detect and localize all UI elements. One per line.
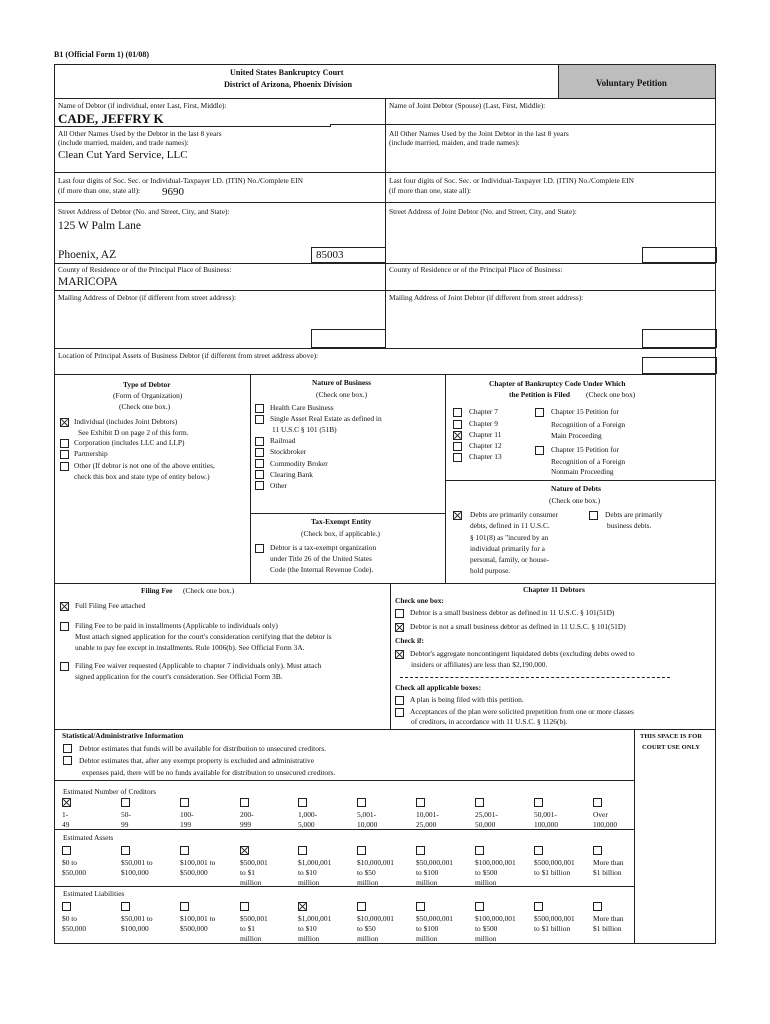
statistical-title: Statistical/Administrative Information: [62, 731, 184, 740]
assets-checkbox-8[interactable]: [475, 846, 484, 855]
chapter-15-nonmain-label-3: Nonmain Proceeding: [551, 467, 614, 476]
liabilities-option-2-l1: $50,001 to: [121, 914, 153, 923]
creditors-option-10-l2: 100,000: [593, 820, 618, 829]
chapter-7-label: Chapter 7: [469, 407, 498, 416]
debtor-city[interactable]: Phoenix, AZ: [58, 249, 117, 261]
chapter-title-1: Chapter of Bankruptcy Code Under Which: [489, 379, 626, 388]
assets-checkbox-5[interactable]: [298, 846, 307, 855]
clearing-bank-label: Clearing Bank: [270, 470, 313, 479]
full-fee-label: Full Filing Fee attached: [75, 601, 146, 610]
consumer-debts-checkbox[interactable]: [453, 511, 462, 520]
liabilities-checkbox-9[interactable]: [534, 902, 543, 911]
no-funds-line1: Debtor estimates that, after any exempt property is excluded and administrative: [79, 756, 314, 765]
liabilities-checkbox-8[interactable]: [475, 902, 484, 911]
chapter-title-2b: (Check one box): [586, 390, 636, 399]
nature-debts-sub: (Check one box.): [549, 496, 601, 505]
assets-option-2-l2: $100,000: [121, 868, 149, 877]
creditors-option-1-l1: 1-: [62, 810, 69, 819]
not-small-business-checkbox[interactable]: [395, 623, 404, 632]
joint-other-names-label-2: (include married, maiden, and trade names):: [389, 138, 520, 147]
assets-option-6-l1: $10,000,001: [357, 858, 394, 867]
creditors-checkbox-7[interactable]: [416, 798, 425, 807]
railroad-label: Railroad: [270, 436, 296, 445]
liabilities-option-5-l3: million: [298, 934, 320, 943]
liabilities-option-7-l3: million: [416, 934, 438, 943]
liabilities-checkbox-3[interactable]: [180, 902, 189, 911]
ch11-debtors-title: Chapter 11 Debtors: [523, 585, 585, 594]
consumer-debts-line4: individual primarily for a: [470, 544, 545, 553]
type-of-debtor-title: Type of Debtor: [123, 380, 171, 389]
assets-option-8-l2: to $500: [475, 868, 498, 877]
no-funds-line2: expenses paid, there will be no funds available for distribution to unsecured creditors.: [82, 768, 336, 777]
consumer-debts-line5: personal, family, or house-: [470, 555, 549, 564]
liabilities-option-1-l1: $0 to: [62, 914, 77, 923]
creditors-title: Estimated Number of Creditors: [63, 787, 156, 796]
fee-waiver-checkbox[interactable]: [60, 662, 69, 671]
small-business-checkbox[interactable]: [395, 609, 404, 618]
acceptances-line2: of creditors, in accordance with 11 U.S.C. § 1126(b).: [411, 717, 568, 726]
county-label: County of Residence or of the Principal Place of Business:: [58, 265, 232, 274]
commodity-label: Commodity Broker: [270, 459, 328, 468]
debtor-name[interactable]: CADE, JEFFRY K: [58, 111, 164, 126]
liabilities-option-1-l2: $50,000: [62, 924, 87, 933]
assets-checkbox-7[interactable]: [416, 846, 425, 855]
individual-label: Individual (includes Joint Debtors): [74, 417, 178, 426]
assets-option-6-l3: million: [357, 878, 379, 887]
liabilities-option-7-l2: to $100: [416, 924, 439, 933]
funds-available-label: Debtor estimates that funds will be available for distribution to unsecured creditors.: [79, 744, 327, 753]
liabilities-option-3-l1: $100,001 to: [180, 914, 216, 923]
stockbroker-label: Stockbroker: [270, 447, 307, 456]
creditors-option-1-l2: 49: [62, 820, 70, 829]
consumer-debts-line3: § 101(8) as "incured by an: [470, 533, 549, 542]
assets-option-1-l1: $0 to: [62, 858, 77, 867]
location-label: Location of Principal Assets of Business Debtor (if different from street address above):: [58, 351, 319, 360]
creditors-checkbox-2[interactable]: [121, 798, 130, 807]
court-name: United States Bankruptcy Court: [230, 68, 344, 77]
ch11-check-if: Check if:: [395, 636, 424, 645]
other-business-label: Other: [270, 481, 287, 490]
liabilities-option-5-l2: to $10: [298, 924, 317, 933]
creditors-checkbox-4[interactable]: [240, 798, 249, 807]
creditors-option-6-l2: 10,000: [357, 820, 378, 829]
assets-checkbox-3[interactable]: [180, 846, 189, 855]
liabilities-checkbox-7[interactable]: [416, 902, 425, 911]
debtor-other-names[interactable]: Clean Cut Yard Service, LLC: [58, 149, 188, 161]
other-entity-label: Other (If debtor is not one of the above entities,: [74, 461, 215, 470]
small-business-label: Debtor is a small business debtor as defined in 11 U.S.C. § 101(51D): [410, 608, 615, 617]
liabilities-option-6-l3: million: [357, 934, 379, 943]
liabilities-checkbox-6[interactable]: [357, 902, 366, 911]
liabilities-option-6-l1: $10,000,001: [357, 914, 394, 923]
chapter-12-label: Chapter 12: [469, 441, 502, 450]
debtor-county[interactable]: MARICOPA: [58, 276, 118, 288]
assets-option-7-l1: $50,000,001: [416, 858, 453, 867]
chapter-15-main-checkbox[interactable]: [535, 408, 544, 417]
assets-title: Estimated Assets: [63, 833, 114, 842]
liabilities-checkbox-2[interactable]: [121, 902, 130, 911]
liabilities-option-10-l1: More than: [593, 914, 624, 923]
assets-option-1-l2: $50,000: [62, 868, 87, 877]
dashed-divider: [400, 677, 670, 678]
assets-checkbox-2[interactable]: [121, 846, 130, 855]
assets-option-5-l1: $1,000,001: [298, 858, 332, 867]
individual-label-2: See Exhibit D on page 2 of this form.: [78, 428, 189, 437]
creditors-option-4-l1: 200-: [240, 810, 254, 819]
other-names-label-1: All Other Names Used by the Debtor in the last 8 years: [58, 129, 222, 138]
liabilities-option-9-l1: $500,000,001: [534, 914, 575, 923]
mailing-zip-box: [311, 329, 386, 348]
liabilities-option-9-l2: to $1 billion: [534, 924, 571, 933]
liabilities-option-8-l2: to $500: [475, 924, 498, 933]
other-business-checkbox[interactable]: [255, 481, 264, 490]
assets-checkbox-9[interactable]: [534, 846, 543, 855]
filing-fee-sub: (Check one box.): [183, 586, 235, 595]
assets-checkbox-4[interactable]: [240, 846, 249, 855]
joint-county-label: County of Residence or of the Principal Place of Business:: [389, 265, 563, 274]
liabilities-option-6-l2: to $50: [357, 924, 376, 933]
tax-exempt-sub: (Check box, if applicable.): [301, 529, 381, 538]
aggregate-debts-line2: insiders or affiliates) are less than $2,190,000.: [411, 660, 548, 669]
creditors-option-4-l2: 999: [240, 820, 252, 829]
single-asset-checkbox[interactable]: [255, 415, 264, 424]
creditors-option-5-l1: 1,000-: [298, 810, 318, 819]
liabilities-option-2-l2: $100,000: [121, 924, 149, 933]
mailing-label: Mailing Address of Debtor (if different from street address):: [58, 293, 237, 302]
filing-fee-title: Filing Fee: [141, 586, 173, 595]
debtor-zip[interactable]: 85003: [316, 249, 344, 261]
creditors-option-7-l1: 10,001-: [416, 810, 439, 819]
ch11-check-all: Check all applicable boxes:: [395, 683, 482, 692]
liabilities-option-10-l2: $1 billion: [593, 924, 622, 933]
no-funds-checkbox[interactable]: [63, 756, 72, 765]
creditors-option-6-l1: 5,001-: [357, 810, 377, 819]
chapter-13-checkbox[interactable]: [453, 453, 462, 462]
consumer-debts-line1: Debts are primarily consumer: [470, 510, 559, 519]
full-fee-checkbox[interactable]: [60, 602, 69, 611]
creditors-option-2-l1: 50-: [121, 810, 131, 819]
corporation-checkbox[interactable]: [60, 439, 69, 448]
assets-option-9-l1: $500,000,001: [534, 858, 575, 867]
other-names-label-2: (include married, maiden, and trade names):: [58, 138, 189, 147]
health-care-label: Health Care Business: [270, 403, 334, 412]
creditors-option-2-l2: 99: [121, 820, 129, 829]
liabilities-option-4-l2: to $1: [240, 924, 255, 933]
joint-ssn-label-1: Last four digits of Soc. Sec. or Individual-Taxpayer I.D. (ITIN) No./Complete EIN: [389, 176, 634, 185]
type-of-debtor-sub2: (Check one box.): [119, 402, 171, 411]
assets-option-6-l2: to $50: [357, 868, 376, 877]
tax-exempt-line3: Code (the Internal Revenue Code).: [270, 565, 374, 574]
assets-option-7-l2: to $100: [416, 868, 439, 877]
court-use-line2: COURT USE ONLY: [642, 744, 701, 751]
joint-mailing-zip-box: [642, 329, 717, 348]
tax-exempt-line2: under Title 26 of the United States: [270, 554, 372, 563]
nature-debts-title: Nature of Debts: [551, 484, 601, 493]
creditors-option-9-l2: 100,000: [534, 820, 559, 829]
consumer-debts-line6: hold purpose.: [470, 566, 511, 575]
assets-option-5-l3: million: [298, 878, 320, 887]
debtor-name-label: Name of Debtor (if individual, enter Last, First, Middle):: [58, 101, 227, 110]
single-asset-label-2: 11 U.S.C § 101 (51B): [272, 425, 337, 434]
joint-name-label: Name of Joint Debtor (Spouse) (Last, First, Middle):: [389, 101, 546, 110]
liabilities-option-3-l2: $500,000: [180, 924, 208, 933]
creditors-checkbox-6[interactable]: [357, 798, 366, 807]
liabilities-checkbox-5[interactable]: [298, 902, 307, 911]
joint-other-names-label-1: All Other Names Used by the Joint Debtor in the last 8 years: [389, 129, 569, 138]
liabilities-option-8-l1: $100,000,001: [475, 914, 516, 923]
creditors-checkbox-9[interactable]: [534, 798, 543, 807]
liabilities-option-4-l1: $500,001: [240, 914, 268, 923]
creditors-checkbox-3[interactable]: [180, 798, 189, 807]
creditors-checkbox-8[interactable]: [475, 798, 484, 807]
location-zip-box: [642, 357, 717, 374]
other-entity-checkbox[interactable]: [60, 462, 69, 471]
court-use-line1: THIS SPACE IS FOR: [640, 733, 702, 740]
health-care-checkbox[interactable]: [255, 404, 264, 413]
chapter-7-checkbox[interactable]: [453, 408, 462, 417]
not-small-business-label: Debtor is not a small business debtor as defined in 11 U.S.C. § 101(51D): [410, 622, 626, 631]
ssn-label-1: Last four digits of Soc. Sec. or Individual-Taxpayer I.D. (ITIN) No./Complete EIN: [58, 176, 303, 185]
debtor-street[interactable]: 125 W Palm Lane: [58, 220, 141, 232]
tax-exempt-line1: Debtor is a tax-exempt organization: [270, 543, 377, 552]
creditors-checkbox-5[interactable]: [298, 798, 307, 807]
stockbroker-checkbox[interactable]: [255, 448, 264, 457]
assets-option-2-l1: $50,001 to: [121, 858, 153, 867]
district-name: District of Arizona, Phoenix Division: [224, 80, 353, 89]
chapter-9-checkbox[interactable]: [453, 420, 462, 429]
assets-option-3-l1: $100,001 to: [180, 858, 216, 867]
business-debts-line2: business debts.: [607, 521, 652, 530]
assets-option-5-l2: to $10: [298, 868, 317, 877]
partnership-checkbox[interactable]: [60, 450, 69, 459]
ch11-check-one: Check one box:: [395, 596, 444, 605]
assets-option-9-l2: to $1 billion: [534, 868, 571, 877]
petition-title: Voluntary Petition: [596, 78, 667, 88]
single-asset-label: Single Asset Real Estate as defined in: [270, 414, 382, 423]
creditors-option-3-l1: 100-: [180, 810, 194, 819]
joint-mailing-label: Mailing Address of Joint Debtor (if different from street address):: [389, 293, 584, 302]
acceptances-checkbox[interactable]: [395, 708, 404, 717]
fee-waiver-line1: Filing Fee waiver requested (Applicable to chapter 7 individuals only). Must attach: [75, 661, 322, 670]
chapter-15-main-label: Chapter 15 Petition for: [551, 407, 619, 416]
liabilities-checkbox-1[interactable]: [62, 902, 71, 911]
assets-checkbox-10[interactable]: [593, 846, 602, 855]
chapter-12-checkbox[interactable]: [453, 442, 462, 451]
liabilities-option-5-l1: $1,000,001: [298, 914, 332, 923]
debtor-ssn[interactable]: 9690: [162, 186, 184, 198]
partnership-label: Partnership: [74, 449, 108, 458]
chapter-11-label: Chapter 11: [469, 430, 502, 439]
liabilities-checkbox-4[interactable]: [240, 902, 249, 911]
assets-option-4-l1: $500,001: [240, 858, 268, 867]
creditors-option-8-l1: 25,001-: [475, 810, 498, 819]
assets-option-3-l2: $500,000: [180, 868, 208, 877]
type-of-debtor-sub1: (Form of Organization): [113, 391, 183, 400]
creditors-checkbox-10[interactable]: [593, 798, 602, 807]
nature-business-sub: (Check one box.): [316, 390, 368, 399]
aggregate-debts-line1: Debtor's aggregate noncontingent liquidated debts (excluding debts owed to: [410, 649, 635, 658]
assets-option-7-l3: million: [416, 878, 438, 887]
liabilities-option-8-l3: million: [475, 934, 497, 943]
other-entity-label-2: check this box and state type of entity below.): [74, 472, 210, 481]
creditors-checkbox-1[interactable]: [62, 798, 71, 807]
tax-exempt-title: Tax-Exempt Entity: [311, 517, 372, 526]
aggregate-debts-checkbox[interactable]: [395, 650, 404, 659]
creditors-option-9-l1: 50,001-: [534, 810, 557, 819]
consumer-debts-line2: debts, defined in 11 U.S.C.: [470, 521, 550, 530]
installments-line1: Filing Fee to be paid in installments (Applicable to individuals only): [75, 621, 278, 630]
assets-option-4-l2: to $1: [240, 868, 255, 877]
chapter-9-label: Chapter 9: [469, 419, 498, 428]
plan-filed-checkbox[interactable]: [395, 696, 404, 705]
installments-checkbox[interactable]: [60, 622, 69, 631]
chapter-15-main-label-3: Main Proceeding: [551, 431, 602, 440]
business-debts-line1: Debts are primarily: [605, 510, 663, 519]
chapter-15-nonmain-label: Chapter 15 Petition for: [551, 445, 619, 454]
fee-waiver-line2: signed application for the court's consideration. See Official Form 3B.: [75, 672, 283, 681]
street-label: Street Address of Debtor (No. and Street, City, and State):: [58, 207, 230, 216]
assets-option-8-l3: million: [475, 878, 497, 887]
nature-business-title: Nature of Business: [312, 378, 371, 387]
funds-available-checkbox[interactable]: [63, 744, 72, 753]
chapter-15-nonmain-checkbox[interactable]: [535, 446, 544, 455]
chapter-15-nonmain-label-2: Recognition of a Foreign: [551, 457, 626, 466]
joint-ssn-label-2: (if more than one, state all):: [389, 186, 472, 195]
creditors-option-7-l2: 25,000: [416, 820, 437, 829]
chapter-13-label: Chapter 13: [469, 452, 502, 461]
installments-line3: unable to pay fee except in installments. Rule 1006(b). See Official Form 3A.: [75, 643, 305, 652]
business-debts-checkbox[interactable]: [589, 511, 598, 520]
assets-option-8-l1: $100,000,001: [475, 858, 516, 867]
assets-checkbox-6[interactable]: [357, 846, 366, 855]
assets-checkbox-1[interactable]: [62, 846, 71, 855]
ssn-label-2: (if more than one, state all):: [58, 186, 141, 195]
creditors-option-5-l2: 5,000: [298, 820, 315, 829]
joint-zip-box: [642, 247, 717, 263]
chapter-title-2: the Petition is Filed: [509, 390, 570, 399]
chapter-15-main-label-2: Recognition of a Foreign: [551, 420, 626, 429]
installments-line2: Must attach signed application for the court's consideration certifying that the debtor is: [75, 632, 332, 641]
creditors-option-10-l1: Over: [593, 810, 608, 819]
railroad-checkbox[interactable]: [255, 437, 264, 446]
clearing-bank-checkbox[interactable]: [255, 470, 264, 479]
form-id: B1 (Official Form 1) (01/08): [54, 50, 150, 59]
liabilities-checkbox-10[interactable]: [593, 902, 602, 911]
chapter-11-checkbox[interactable]: [453, 431, 462, 440]
assets-option-10-l2: $1 billion: [593, 868, 622, 877]
corporation-label: Corporation (includes LLC and LLP): [74, 438, 185, 447]
liabilities-option-4-l3: million: [240, 934, 262, 943]
liabilities-title: Estimated Liabilities: [63, 889, 125, 898]
acceptances-line1: Acceptances of the plan were solicited prepetition from one or more classes: [410, 707, 634, 716]
assets-option-4-l3: million: [240, 878, 262, 887]
tax-exempt-checkbox[interactable]: [255, 544, 264, 553]
joint-street-label: Street Address of Joint Debtor (No. and Street, City, and State):: [389, 207, 577, 216]
assets-option-10-l1: More than: [593, 858, 624, 867]
liabilities-option-7-l1: $50,000,001: [416, 914, 453, 923]
commodity-checkbox[interactable]: [255, 459, 264, 468]
creditors-option-8-l2: 50,000: [475, 820, 496, 829]
creditors-option-3-l2: 199: [180, 820, 192, 829]
individual-checkbox[interactable]: [60, 418, 69, 427]
plan-filed-label: A plan is being filed with this petition.: [410, 695, 524, 704]
